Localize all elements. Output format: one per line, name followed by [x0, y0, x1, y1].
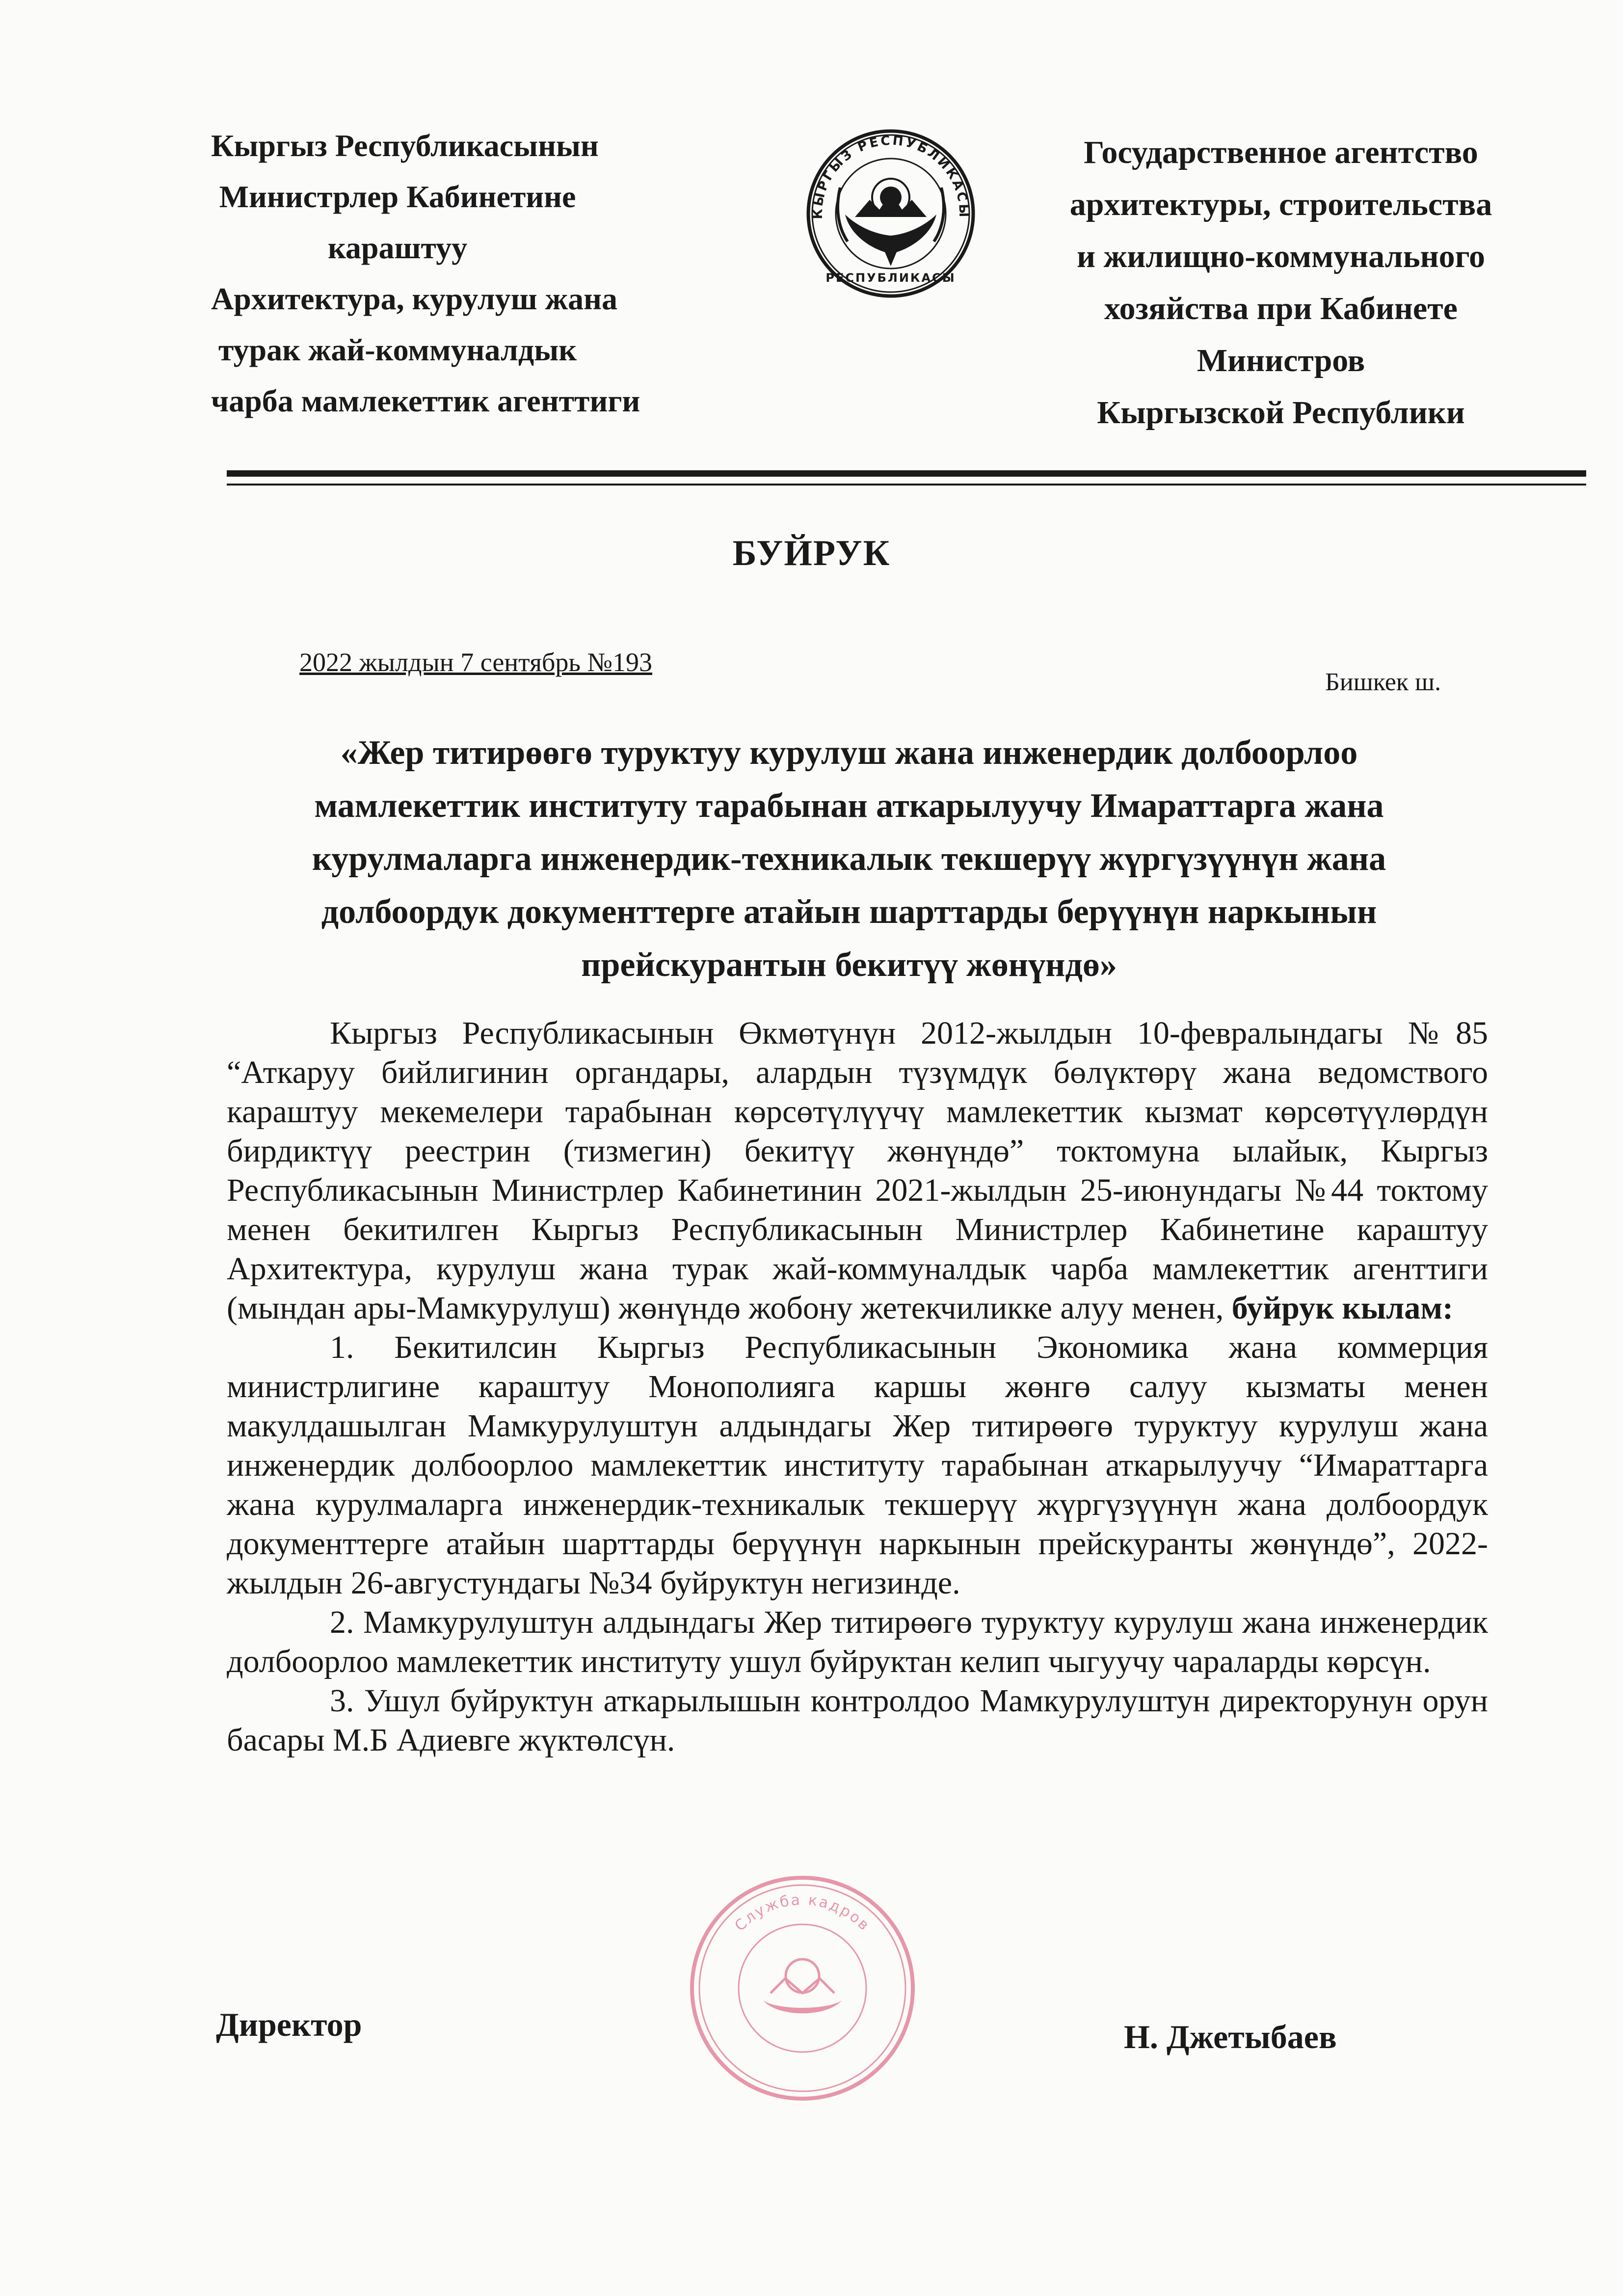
svg-text:КЫРГЫЗ РЕСПУБЛИКАСЫ: КЫРГЫЗ РЕСПУБЛИКАСЫ: [810, 133, 971, 219]
header-left-line: турак жай-коммуналдык: [218, 332, 577, 367]
header-divider-thick: [227, 470, 1586, 477]
document-body: [227, 1014, 1488, 1760]
document-place: Бишкек ш.: [1325, 668, 1441, 696]
svg-text:РЕСПУБЛИКАСЫ: РЕСПУБЛИКАСЫ: [825, 271, 956, 285]
header-left-line: караштуу: [327, 230, 468, 265]
signer-title: Директор: [216, 2006, 362, 2043]
header-left-line: Министрлер Кабинетине: [219, 179, 576, 214]
preamble-text: Кыргыз Республикасынын Өкмөтүнүн 2012-жылдын 10-февралындагы №85 “Аткаруу бийлигинин органдары, алардын түзүмдүк бөлүктөрү жана ведомствого караштуу мекемелери тарабынан көрсөтүлүүчү мамлекеттик кызмат көрсөтүүлөрдүн бирдиктүү реестрин (тизмегин) бекитүү жөнүндө” токтомуна ылайык, Кыргыз Республикасынын Министрлер Кабинетинин 2021-жылдын 25-июнундагы №44 токтому менен бекитилген Кыргыз Республикасынын Министрлер Кабинетине караштуу Архитектура, курулуш жана турак жай-коммуналдык чарба мамлекеттик агенттиги (мындан ары-Мамкурулуш) жөнүндө жобону жетекчиликке алуу менен,: [227, 1015, 1488, 1326]
document-subject: [216, 727, 1482, 992]
hr-stamp-icon: [685, 1870, 920, 2106]
subject-line: курулмаларга инженердик-техникалык текшерүү жүргүзүүнүн жана: [312, 840, 1386, 878]
preamble-paragraph: [227, 1014, 1488, 1328]
header-right-line: Министров: [1197, 343, 1365, 378]
header-right-line: Государственное агентство: [1084, 135, 1478, 170]
header-kyrgyz-agency-name: [211, 120, 640, 427]
header-left-line: чарба мамлекеттик агенттиги: [211, 383, 640, 418]
header-right-line: хозяйства при Кабинете: [1104, 291, 1458, 326]
header-russian-agency-name: [1001, 127, 1561, 439]
header-right-line: и жилищно-коммунального: [1077, 239, 1485, 274]
header-divider-thin: [227, 484, 1586, 486]
header-right-line: архитектуры, строительства: [1069, 187, 1492, 222]
order-item-1: 1. Бекитилсин Кыргыз Республикасынын Экономика жана коммерция министрлигине караштуу Монополияга каршы жөнгө салуу кызматы менен макулдашылган Мамкурулуштун алдындагы Жер титирөөгө туруктуу курулуш жана инженердик долбоорлоо мамлекеттик институту тарабынан аткарылуучу “Имараттарга жана курулмаларга инженердик-техникалык текшерүү жүргүзүүнүн жана долбоордук документтерге атайын шарттарды берүүнүн наркынын прейскуранты жөнүндө”, 2022-жылдын 26-августундагы №34 буйруктун негизинде.: [227, 1329, 1488, 1601]
subject-line: прейскурантын бекитүү жөнүндө»: [581, 946, 1117, 984]
order-item-3: 3. Ушул буйруктун аткарылышын контролдоо Мамкурулуштун директорунун орун басары М.Б Адиевге жүктөлсүн.: [227, 1683, 1488, 1758]
document-title: БУЙРУК: [732, 533, 891, 573]
order-phrase: буйрук кылам:: [1231, 1290, 1454, 1326]
state-emblem-icon: [801, 129, 981, 298]
svg-text:Служба кадров: Служба кадров: [731, 1891, 874, 1935]
header-right-line: Кыргызской Республики: [1097, 395, 1465, 431]
subject-line: мамлекеттик институту тарабынан аткарылуучу Имараттарга жана: [314, 787, 1384, 825]
order-item-2: 2. Мамкурулуштун алдындагы Жер титирөөгө туруктуу курулуш жана инженердик долбоорлоо мамлекеттик институту ушул буйруктан келип чыгуучу чараларды көрсүн.: [227, 1604, 1488, 1679]
signer-name: Н. Джетыбаев: [1124, 2018, 1337, 2055]
subject-line: долбоордук документтерге атайын шарттарды берүүнүн наркынын: [321, 893, 1377, 931]
header-left-line: Кыргыз Республикасынын: [211, 128, 599, 163]
subject-line: «Жер титирөөгө туруктуу курулуш жана инженердик долбоорлоо: [340, 734, 1358, 772]
document-date-number: 2022 жылдын 7 сентябрь №193: [299, 648, 653, 677]
header-left-line: Архитектура, курулуш жана: [211, 281, 617, 316]
